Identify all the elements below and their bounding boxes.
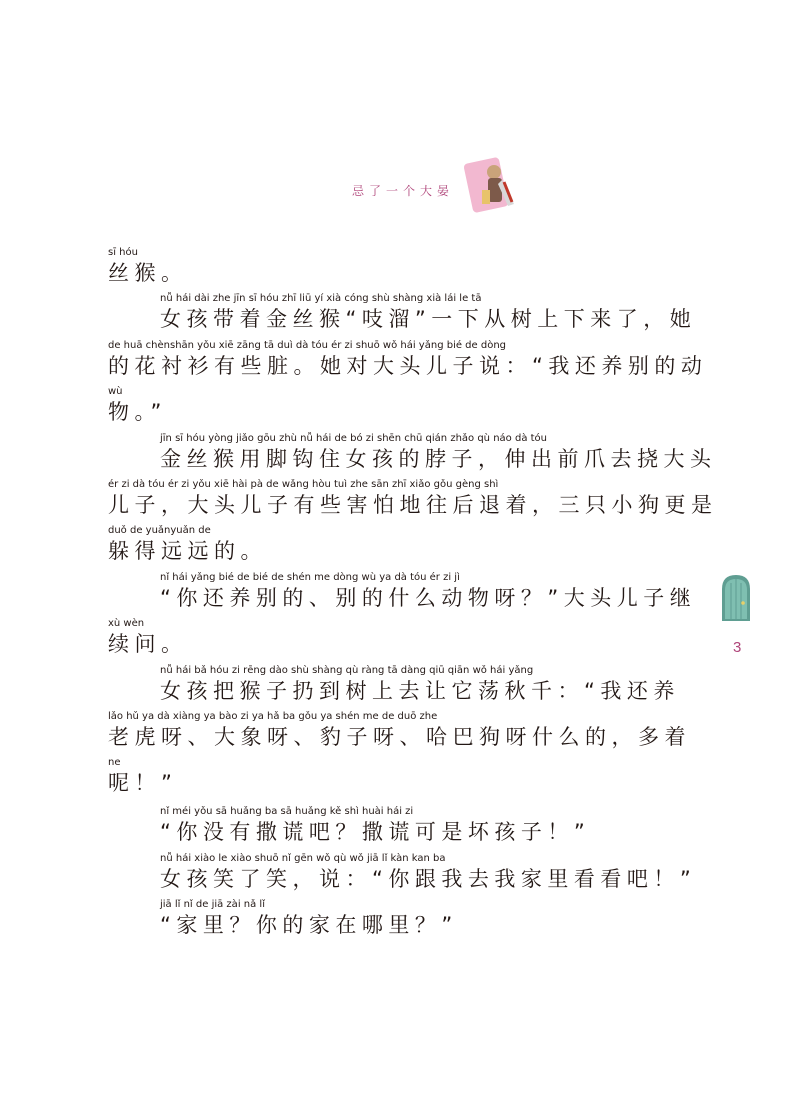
text-line-12: [108, 756, 678, 805]
text-line-3: [108, 339, 708, 385]
hanzi: 老虎呀、大象呀、豹子呀、哈巴狗呀什么的，多着: [108, 724, 691, 749]
text-line-13: [108, 805, 678, 851]
text-line-2: [108, 292, 697, 338]
text-line-7: [108, 524, 678, 570]
page-number: 3: [733, 639, 742, 656]
hanzi: 的花衬衫有些脏。她对大头儿子说：“我还养别的动: [108, 353, 708, 378]
hanzi: 女孩笑了笑，说：“你跟我去我家里看看吧！”: [160, 866, 697, 891]
header-title: 忌了一个大晏: [352, 184, 455, 198]
pinyin: sī hóu: [108, 247, 138, 258]
hanzi: “你还养别的、别的什么动物呀？”大头儿子继: [160, 585, 697, 610]
hanzi: 儿子，大头儿子有些害怕地往后退着，三只小狗更是: [108, 492, 718, 517]
pinyin: de huā chènshān yǒu xiē zāng tā duì dà tóu ér zi shuō wǒ hái yǎng bié de dòng: [108, 339, 507, 351]
text-line-5: [108, 432, 717, 478]
text-line-4: [108, 385, 678, 431]
hanzi: 呢！”: [108, 771, 178, 796]
hanzi: “你没有撒谎吧？撒谎可是坏孩子！”: [160, 820, 591, 845]
hanzi: 女孩带着金丝猴“吱溜”一下从树上下来了，她: [160, 307, 697, 332]
hanzi: 金丝猴用脚钩住女孩的脖子，伸出前爪去挠大头: [160, 446, 717, 471]
text-line-8: [108, 571, 697, 617]
green-door-icon: [719, 573, 753, 621]
pinyin: jiā lǐ nǐ de jiā zài nǎ lǐ: [160, 899, 265, 911]
text-line-14: [108, 852, 697, 898]
pinyin: nǐ méi yǒu sā huǎng ba sā huǎng kě shì huài hái zi: [160, 806, 414, 818]
text-line-15: [108, 898, 678, 944]
pinyin: wù: [108, 386, 123, 398]
pinyin: duǒ de yuǎnyuǎn de: [108, 525, 211, 537]
text-line-10: [108, 664, 678, 710]
hanzi: 物。”: [108, 400, 167, 425]
girl-illustration-icon: [460, 150, 530, 220]
text-line-6: [108, 478, 718, 524]
pinyin: nǚ hái dài zhe jīn sī hóu zhī liū yí xià cóng shù shàng xià lái le tā: [160, 293, 482, 305]
text-line-9: [108, 617, 678, 663]
pinyin: xù wèn: [108, 618, 145, 630]
pinyin: nǚ hái xiào le xiào shuō nǐ gēn wǒ qù wǒ jiā lǐ kàn kan ba: [160, 852, 446, 864]
text-line-1: [108, 246, 678, 292]
text-line-11: [108, 710, 691, 756]
pinyin: ér zi dà tóu ér zi yǒu xiē hài pà de wǎng hòu tuì zhe sān zhī xiǎo gǒu gèng shì: [108, 478, 499, 490]
hanzi: “家里？你的家在哪里？”: [160, 913, 458, 938]
hanzi: 躲得远远的。: [108, 539, 267, 564]
hanzi: 女孩把猴子扔到树上去让它荡秋千：“我还养: [160, 678, 680, 703]
pinyin: ne: [108, 757, 121, 769]
hanzi: 续问。: [108, 632, 188, 657]
hanzi: 丝猴。: [108, 261, 188, 285]
pinyin: jīn sī hóu yòng jiǎo gōu zhù nǚ hái de bó zi shēn chū qián zhǎo qù náo dà tóu: [160, 432, 547, 444]
pinyin: lǎo hǔ ya dà xiàng ya bào zi ya hǎ ba gǒu ya shén me de duō zhe: [108, 710, 438, 722]
pinyin: nǚ hái bǎ hóu zi rēng dào shù shàng qù ràng tā dàng qiū qiān wǒ hái yǎng: [160, 664, 534, 676]
story-text: [108, 246, 718, 944]
running-header: [300, 150, 540, 220]
pinyin: nǐ hái yǎng bié de bié de shén me dòng wù ya dà tóu ér zi jì: [160, 571, 460, 583]
